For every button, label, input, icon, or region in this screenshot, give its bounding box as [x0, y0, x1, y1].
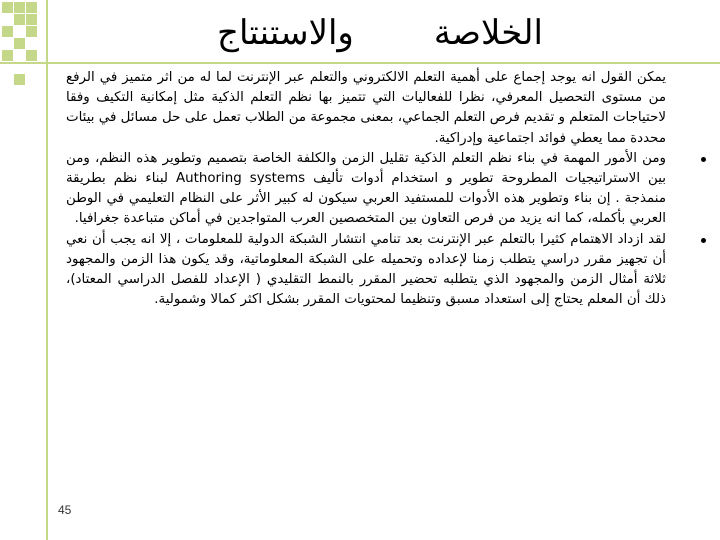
decorative-square: [14, 74, 25, 85]
decorative-square: [26, 26, 37, 37]
slide-content: [66, 68, 666, 508]
slide-title: [70, 8, 690, 58]
decorative-square: [26, 2, 37, 13]
decorative-square: [14, 38, 25, 49]
paragraph-text: لقد ازداد الاهتمام كثيرا بالتعلم عبر الإنترنت بعد تنامي انتشار الشبكة الدولية للمعلومات ، إلا انه يجب أن نعي أن تجهيز مقرر دراسي يتطلب زمنا لإعداده وتحميله على الشبكة المعلوماتية، وقد يكون هذا الزمن والمجهود ثلاثة أمثال الزمن والمجهود الذي يتطلبه تحضير المقرر بالنمط التقليدي ( الإعداد للفصل الدراسي المعتاد)، ذلك أن المعلم يحتاج إلى استعداد مسبق وتنظيما لمحتويات المقرر بشكل اكثر كمالا وشمولية.: [66, 231, 666, 308]
page-number: 45: [58, 503, 72, 517]
decorative-square: [2, 26, 13, 37]
bullet-paragraph: [66, 149, 666, 230]
horizontal-rule: [0, 62, 720, 64]
title-part-deduction: والاستنتاج: [217, 13, 354, 53]
title-part-conclusion: الخلاصة: [433, 13, 543, 53]
decorative-square: [14, 2, 25, 13]
bullet-icon: [701, 157, 706, 162]
paragraph-text: ومن الأمور المهمة في بناء نظم التعلم الذكية تقليل الزمن والكلفة الخاصة بتصميم وتطوير هذه النظم، ومن بين الاستراتيجيات المطروحة تطوير و استخدام أدوات تأليف Authoring systems لبناء نظم بطريقة منمذجة . إن بناء وتطوير هذه الأدوات للمستفيد العربي سيكون له كبير الأثر على النظام التعليمي في الوطن العربي بأكمله، كما انه يزيد من فرص التعاون بين المتخصصين العرب المتواجدين في أماكن متباعدة جغرافيا.: [66, 150, 667, 227]
decorative-square: [2, 50, 13, 61]
paragraph-text: يمكن القول انه يوجد إجماع على أهمية التعلم الالكتروني والتعلم عبر الإنترنت لما له من اثر متميز في الرفع من مستوى التحصيل المعرفي، نظرا للفعاليات التي تتميز بها نظم التعلم الذكية مثل إمكانية التكيف وفقا لاحتياجات المتعلم و تقديم فرص التعلم الجماعي، بمعنى مجموعة من الطلاب تعمل على حل مسائل في بيئات محددة مما يعطي فوائد اجتماعية وإدراكية.: [66, 70, 666, 146]
decorative-squares: [0, 0, 57, 100]
bullet-icon: [701, 238, 706, 243]
vertical-rule: [46, 0, 48, 540]
decorative-square: [26, 14, 37, 25]
decorative-square: [14, 14, 25, 25]
decorative-square: [26, 50, 37, 61]
bullet-paragraph: [66, 230, 666, 311]
decorative-left-bar: [0, 0, 57, 540]
paragraph: [66, 68, 666, 149]
decorative-square: [2, 2, 13, 13]
